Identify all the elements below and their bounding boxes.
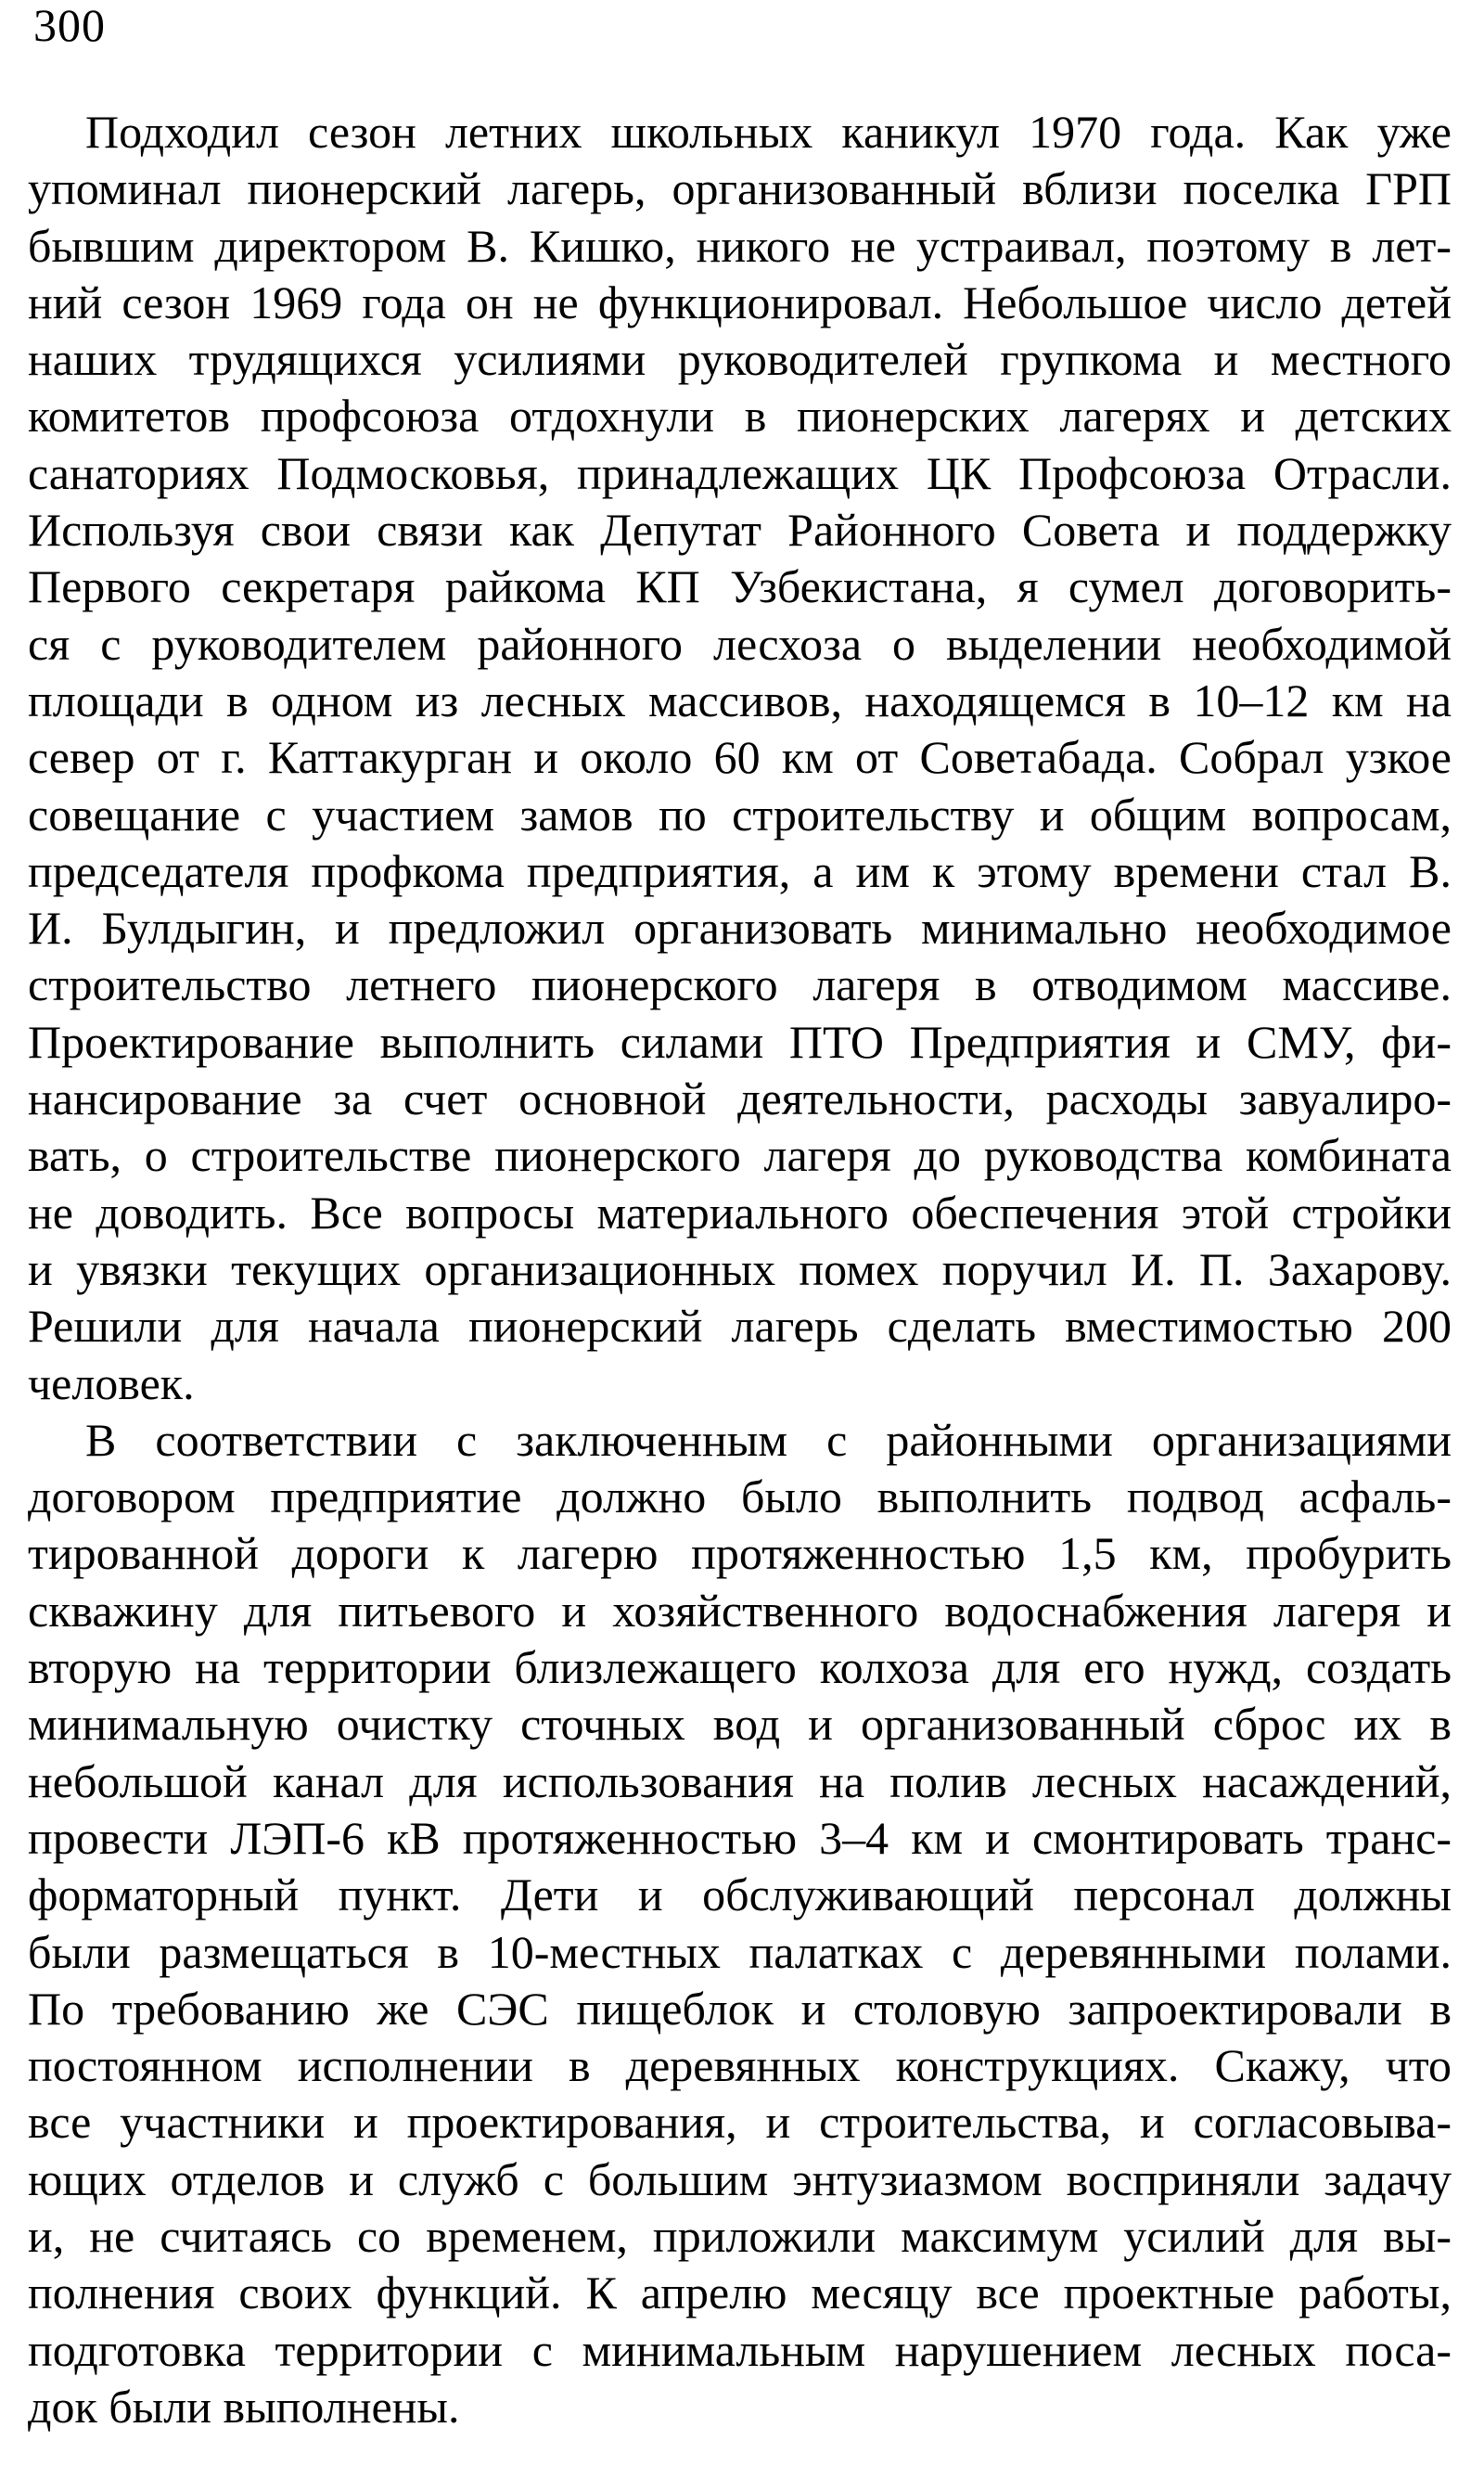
text-line: договором предприятие должно было выполнить подвод асфаль-: [28, 1471, 1452, 1523]
text-line: и увязки текущих организационных помех поручил И. П. Захарову.: [28, 1242, 1452, 1295]
text-line: наших трудящихся усилиями руководителей групкома и местного: [28, 333, 1452, 386]
text-line: председателя профкома предприятия, а им к этому времени стал В.: [28, 844, 1452, 897]
text-line: скважину для питьевого и хозяйственного водоснабжения лагеря и: [28, 1584, 1452, 1637]
text-line: Подходил сезон летних школьных каникул 1970 года. Как уже: [85, 106, 1452, 158]
text-line: не доводить. Все вопросы материального обеспечения этой стройки: [28, 1186, 1452, 1239]
text-line: минимальную очистку сточных вод и организованный сброс их в: [28, 1698, 1452, 1751]
text-line: В соответствии с заключенным с районными организациями: [85, 1413, 1452, 1466]
text-line: небольшой канал для использования на полив лесных насаждений,: [28, 1754, 1452, 1807]
text-line: комитетов профсоюза отдохнули в пионерских лагерях и детских: [28, 390, 1452, 443]
text-line: и, не считаясь со временем, приложили максимум усилий для вы-: [28, 2209, 1452, 2262]
text-line: постоянном исполнении в деревянных конструкциях. Скажу, что: [28, 2039, 1452, 2092]
text-line: площади в одном из лесных массивов, находящемся в 10–12 км на: [28, 674, 1452, 726]
text-line: полнения своих функций. К апрелю месяцу все проектные работы,: [28, 2267, 1452, 2319]
text-line: ющих отделов и служб с большим энтузиазмом восприняли задачу: [28, 2152, 1452, 2205]
text-line: были размещаться в 10-местных палатках с деревянными полами.: [28, 1925, 1452, 1978]
text-line: бывшим директором В. Кишко, никого не устраивал, поэтому в лет-: [28, 219, 1452, 272]
text-line: вторую на территории близлежащего колхоза для его нужд, создать: [28, 1641, 1452, 1694]
page-text: [28, 104, 1452, 2435]
text-line: вать, о строительстве пионерского лагеря до руководства комбината: [28, 1129, 1452, 1182]
text-line: подготовка территории с минимальным нарушением лесных поса-: [28, 2323, 1452, 2376]
text-line: провести ЛЭП-6 кВ протяженностью 3–4 км и смонтировать транс-: [28, 1811, 1452, 1864]
text-line: совещание с участием замов по строительству и общим вопросам,: [28, 788, 1452, 841]
text-line: человек.: [28, 1356, 195, 1409]
text-line: нансирование за счет основной деятельности, расходы завуалиро-: [28, 1072, 1452, 1125]
text-line: форматорный пункт. Дети и обслуживающий персонал должны: [28, 1869, 1452, 1921]
text-line: упоминал пионерский лагерь, организованный вблизи поселка ГРП: [28, 162, 1452, 215]
text-line: Проектирование выполнить силами ПТО Предприятия и СМУ, фи-: [28, 1015, 1452, 1068]
text-line: И. Булдыгин, и предложил организовать минимально необходимое: [28, 902, 1452, 955]
text-line: тированной дороги к лагерю протяженностью 1,5 км, пробурить: [28, 1527, 1452, 1580]
text-line: Первого секретаря райкома КП Узбекистана, я сумел договорить-: [28, 560, 1452, 613]
text-line: санаториях Подмосковья, принадлежащих ЦК Профсоюза Отрасли.: [28, 446, 1452, 499]
page-number: 300: [33, 0, 106, 51]
text-line: все участники и проектирования, и строительства, и согласовыва-: [28, 2096, 1452, 2149]
text-line: ся с руководителем районного лесхоза о выделении необходимой: [28, 617, 1452, 670]
text-line: Используя свои связи как Депутат Районного Совета и поддержку: [28, 504, 1452, 557]
text-line: Решили для начала пионерский лагерь сделать вместимостью 200: [28, 1300, 1452, 1353]
text-line: ний сезон 1969 года он не функционировал. Небольшое число детей: [28, 276, 1452, 328]
text-line: док были выполнены.: [28, 2380, 460, 2433]
text-line: По требованию же СЭС пищеблок и столовую запроектировали в: [28, 1982, 1452, 2035]
text-line: север от г. Каттакурган и около 60 км от Советабада. Собрал узкое: [28, 731, 1452, 784]
text-line: строительство летнего пионерского лагеря в отводимом массиве.: [28, 958, 1452, 1011]
